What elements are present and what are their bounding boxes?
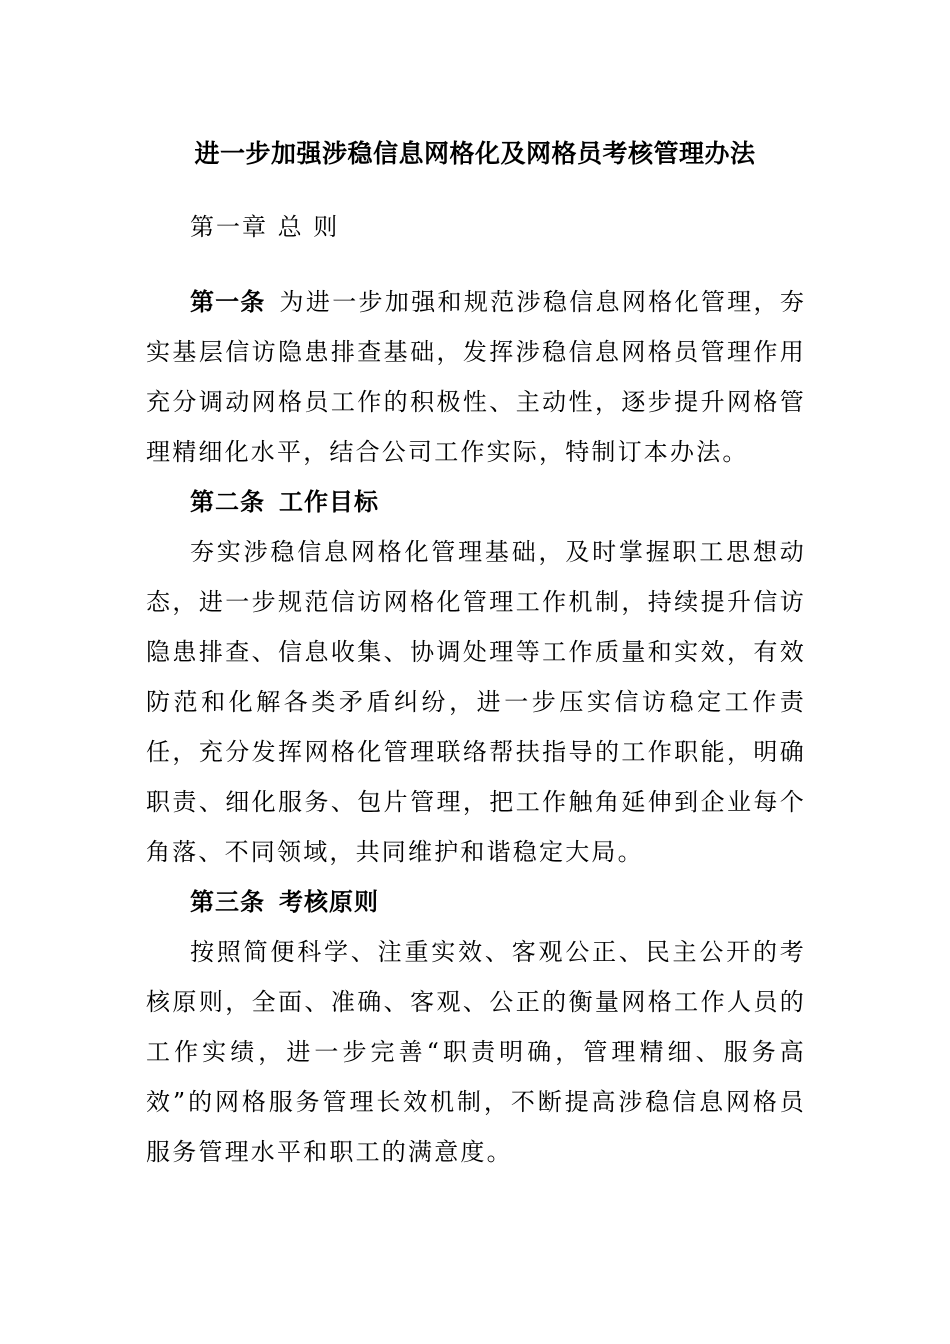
article-3-title: 考核原则 [279, 887, 379, 916]
article-2-label: 第二条 [190, 487, 265, 516]
document-title: 进一步加强涉稳信息网格化及网格员考核管理办法 [194, 139, 756, 168]
chapter-heading: 第一章 总 则 [190, 213, 340, 241]
article-3-text: 按照简便科学、注重实效、客观公正、民主公开的考核原则，全面、准确、客观、公正的衡量网格工作人员的工作实绩，进一步完善“职责明确，管理精细、服务高效”的网格服务管理长效机制，不断提高涉稳信息网格员服务管理水平和职工的满意度。 [146, 938, 806, 1166]
article-2-text: 夯实涉稳信息网格化管理基础，及时掌握职工思想动态，进一步规范信访网格化管理工作机制，持续提升信访隐患排查、信息收集、协调处理等工作质量和实效，有效防范和化解各类矛盾纠纷，进一步压实信访稳定工作责任，充分发挥网格化管理联络帮扶指导的工作职能，明确职责、细化服务、包片管理，把工作触角延伸到企业每个角落、不同领域，共同维护和谐稳定大局。 [146, 538, 806, 866]
article-1-paragraph [146, 277, 806, 477]
article-2-heading [190, 477, 379, 527]
article-3-label: 第三条 [190, 887, 265, 916]
article-3-heading [190, 877, 379, 927]
article-2-title: 工作目标 [279, 487, 379, 516]
article-1-text: 为进一步加强和规范涉稳信息网格化管理，夯实基层信访隐患排查基础，发挥涉稳信息网格员管理作用充分调动网格员工作的积极性、主动性，逐步提升网格管理精细化水平，结合公司工作实际，特制订本办法。 [146, 288, 807, 466]
article-1-label: 第一条 [190, 287, 266, 316]
